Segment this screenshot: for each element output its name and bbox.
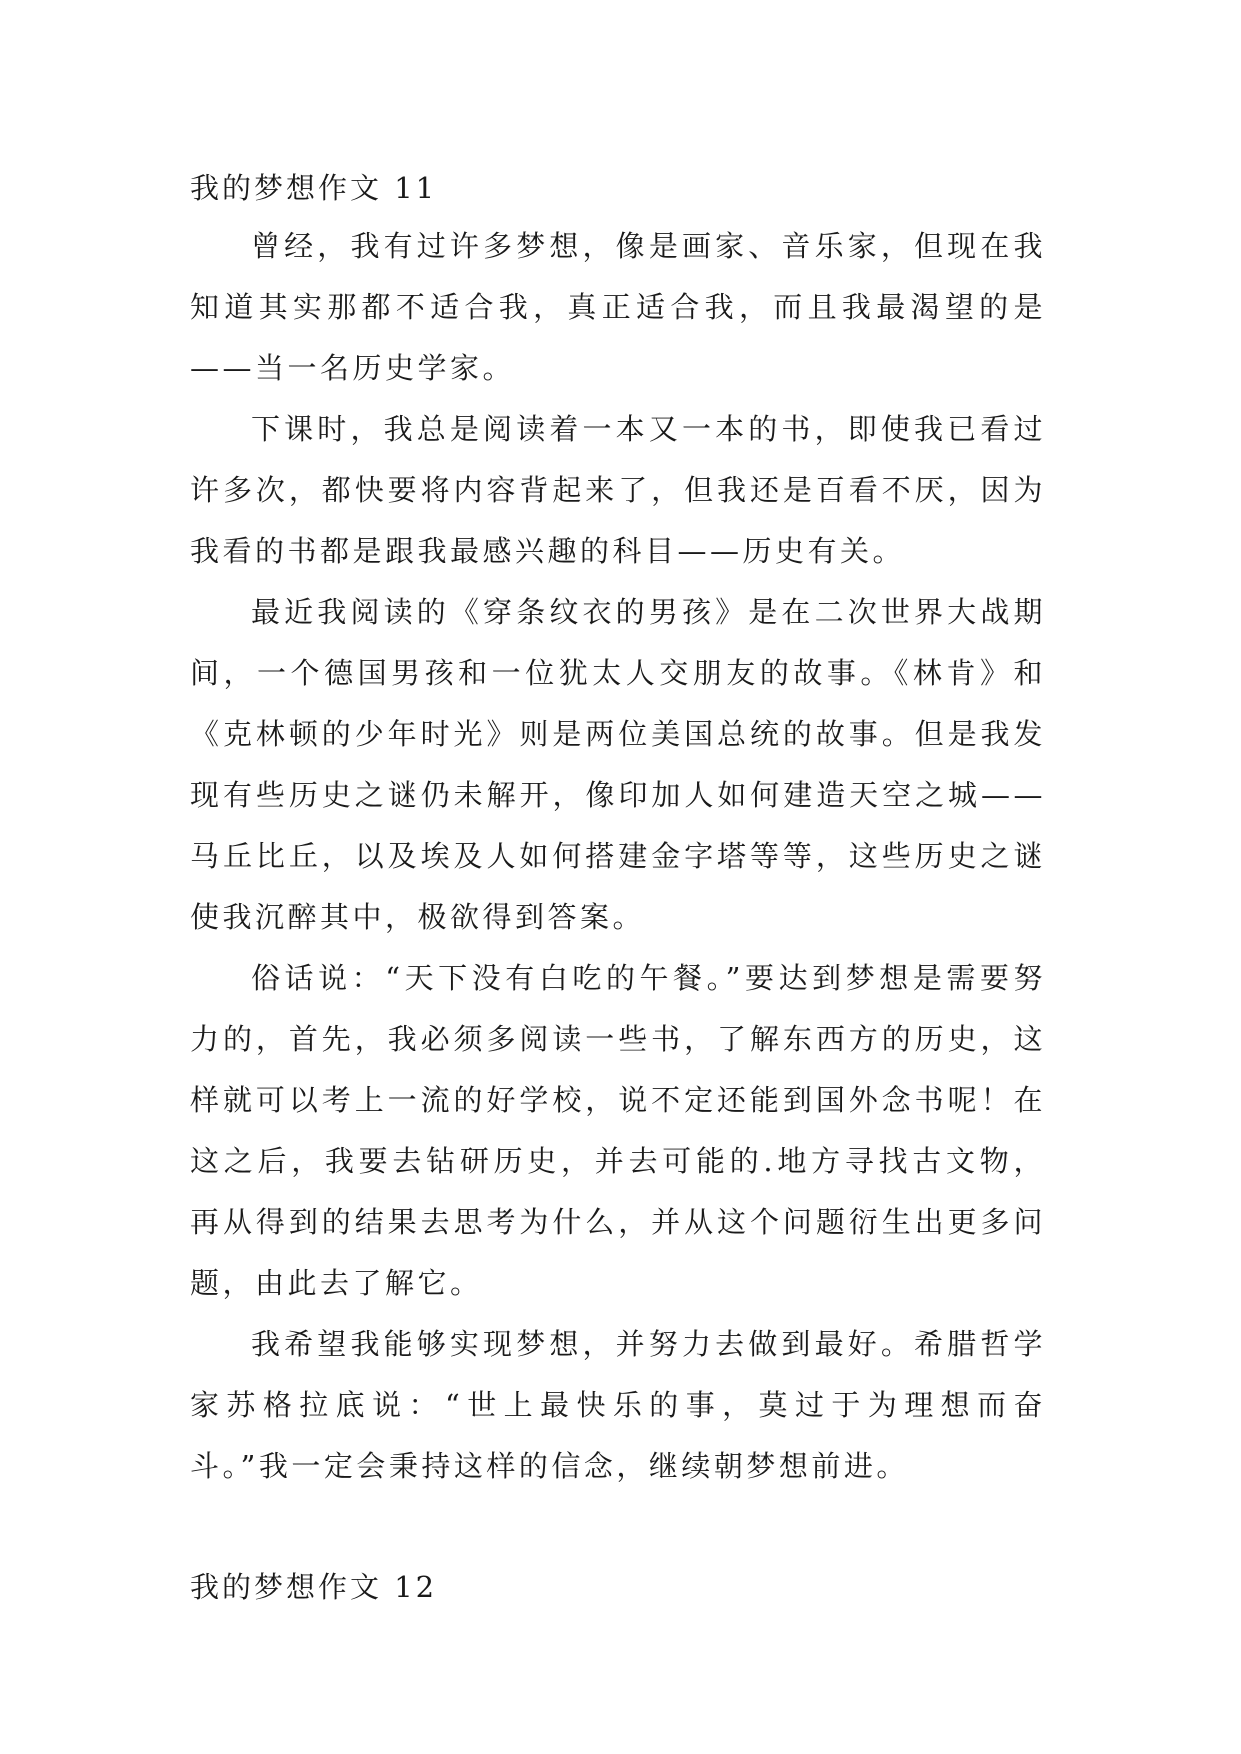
essay-paragraph: 下课时，我总是阅读着一本又一本的书，即使我已看过许多次，都快要将内容背起来了，但我还是百看不厌，因为我看的书都是跟我最感兴趣的科目——历史有关。 <box>190 412 1046 568</box>
document-page <box>190 160 1046 1615</box>
essay-paragraph: 俗话说：“天下没有白吃的午餐。”要达到梦想是需要努力的，首先，我必须多阅读一些书，了解东西方的历史，这样就可以考上一流的好学校，说不定还能到国外念书呢！在这之后，我要去钻研历史，并去可能的.地方寻找古文物，再从得到的结果去思考为什么，并从这个问题衍生出更多问题，由此去了解它。 <box>190 961 1046 1300</box>
essay-title: 我的梦想作文 11 <box>190 171 438 205</box>
section-spacer <box>190 1497 1046 1559</box>
next-essay-title: 我的梦想作文 12 <box>190 1570 438 1604</box>
essay-paragraph: 我希望我能够实现梦想，并努力去做到最好。希腊哲学家苏格拉底说：“世上最快乐的事，莫过于为理想而奋斗。”我一定会秉持这样的信念，继续朝梦想前进。 <box>190 1327 1046 1483</box>
essay-paragraph: 曾经，我有过许多梦想，像是画家、音乐家，但现在我知道其实那都不适合我，真正适合我，而且我最渴望的是——当一名历史学家。 <box>190 229 1046 385</box>
essay-paragraph: 最近我阅读的《穿条纹衣的男孩》是在二次世界大战期间，一个德国男孩和一位犹太人交朋友的故事。《林肯》和《克林顿的少年时光》则是两位美国总统的故事。但是我发现有些历史之谜仍未解开，像印加人如何建造天空之城——马丘比丘，以及埃及人如何搭建金字塔等等，这些历史之谜使我沉醉其中，极欲得到答案。 <box>190 595 1046 934</box>
